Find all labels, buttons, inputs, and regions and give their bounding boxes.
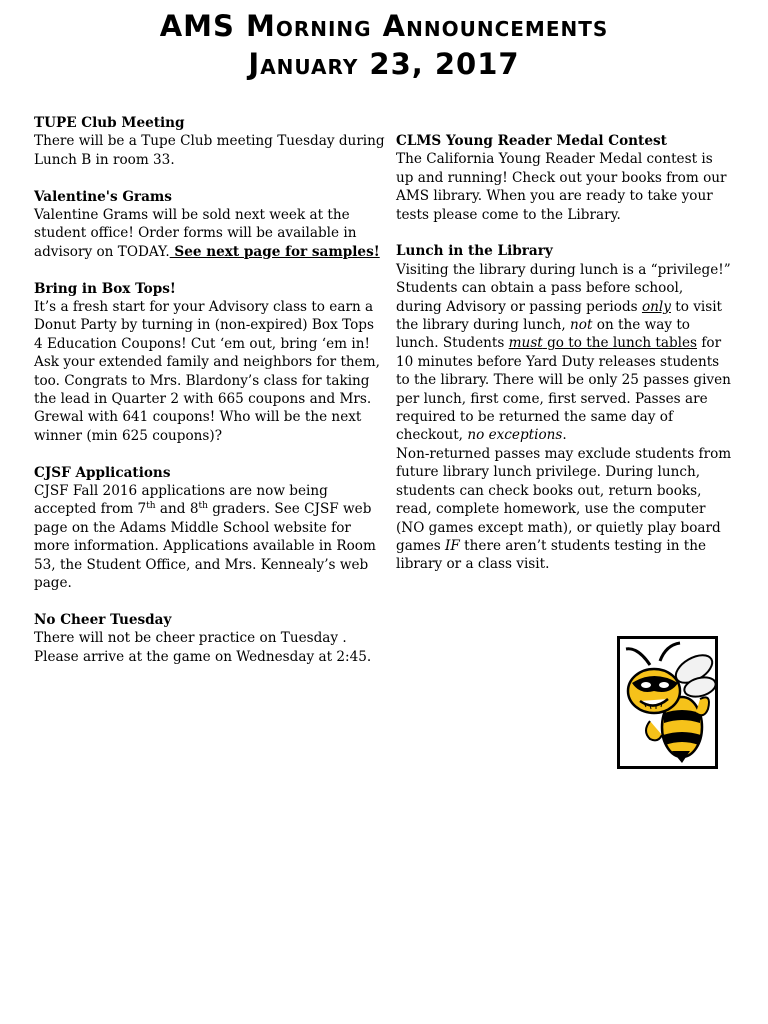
cjsf-sup-2: th: [198, 501, 208, 512]
cheer-heading: No Cheer Tuesday: [34, 611, 172, 628]
valentine-body: Valentine Grams will be sold next week at the student office! Order forms will be available in advisory on TODAY.: [34, 207, 357, 260]
cheer-section: [34, 611, 386, 666]
lunch-if: IF: [445, 537, 460, 554]
lunch-paragraph-1: [396, 261, 732, 445]
cjsf-heading: CJSF Applications: [34, 464, 171, 481]
cjsf-sup-1: th: [146, 501, 156, 512]
right-column: [396, 132, 732, 574]
lunch-p1-c: on the way to lunch. Students: [396, 317, 690, 352]
cjsf-text: [34, 482, 386, 592]
tupe-heading: TUPE Club Meeting: [34, 115, 185, 131]
lunch-go-tables: go to the lunch tables: [542, 335, 698, 352]
lunch-no-exceptions: no exceptions: [467, 427, 563, 444]
left-column: [34, 114, 386, 666]
title-line-1: AMS Morning Announcements: [159, 9, 609, 43]
lunch-must: must: [508, 335, 543, 352]
cjsf-text-a: CJSF Fall 2016 applications are now being accepted from 7: [34, 483, 328, 518]
cjsf-text-b: and 8: [155, 501, 199, 518]
lunch-p2-b: there aren’t students testing in the library or a class visit.: [396, 537, 707, 573]
lunch-not: not: [570, 317, 593, 334]
valentine-text: [34, 206, 386, 261]
hornet-mascot-icon: [617, 636, 718, 769]
lunch-section: [396, 242, 732, 573]
lunch-p2-a: Non-returned passes may exclude students from future library lunch privilege. During lunch, students can check books out, return books, read, complete homework, use the computer (NO games except math), or quietly play board games: [396, 445, 732, 554]
valentine-heading: Valentine's Grams: [34, 188, 172, 205]
boxtops-section: [34, 280, 386, 446]
cjsf-section: [34, 464, 386, 593]
lunch-p1-e: .: [562, 427, 567, 444]
boxtops-text: It’s a fresh start for your Advisory class to earn a Donut Party by turning in (non-expired) Box Tops 4 Education Coupons! Cut ‘em out, bring ‘em in! Ask your extended family and neighbors for them, too. Congrats to Mrs. Blardony’s class for taking the lead in Quarter 2 with 665 coupons and Mrs. Grewal with 641 coupons! Who will be the next winner (min 625 coupons)?: [34, 299, 380, 444]
clms-text: The California Young Reader Medal contest is up and running! Check out your books from our AMS library. When you are ready to take your tests please come to the Library.: [396, 151, 727, 223]
lunch-p1-d: for 10 minutes before Yard Duty releases students to the library. There will be only 25 passes given per lunch, first come, first served. Passes are required to be returned the same day of checkout,: [396, 335, 731, 444]
tupe-text: There will be a Tupe Club meeting Tuesday during Lunch B in room 33.: [34, 133, 385, 168]
valentine-section: [34, 188, 386, 262]
boxtops-heading: Bring in Box Tops!: [34, 280, 176, 297]
lunch-p1-a: Visiting the library during lunch is a “privilege!” Students can obtain a pass before school, during Advisory or passing periods: [396, 261, 731, 315]
lunch-p1-b: to visit the library during lunch,: [396, 298, 723, 334]
lunch-only: only: [641, 298, 671, 315]
title-line-2: January 23, 2017: [248, 47, 520, 81]
lunch-heading: Lunch in the Library: [396, 243, 553, 260]
lunch-paragraph-2: [396, 445, 732, 574]
clms-heading: CLMS Young Reader Medal Contest: [396, 133, 667, 149]
tupe-section: [34, 114, 386, 169]
cheer-text: There will not be cheer practice on Tuesday . Please arrive at the game on Wednesday at 2:45.: [34, 630, 372, 665]
cjsf-text-c: graders. See CJSF web page on the Adams Middle School website for more information. Applications available in Room 53, the Student Office, and Mrs. Kennealy’s web page.: [34, 501, 376, 592]
samples-link: See next page for samples!: [169, 243, 380, 260]
clms-section: [396, 132, 732, 224]
